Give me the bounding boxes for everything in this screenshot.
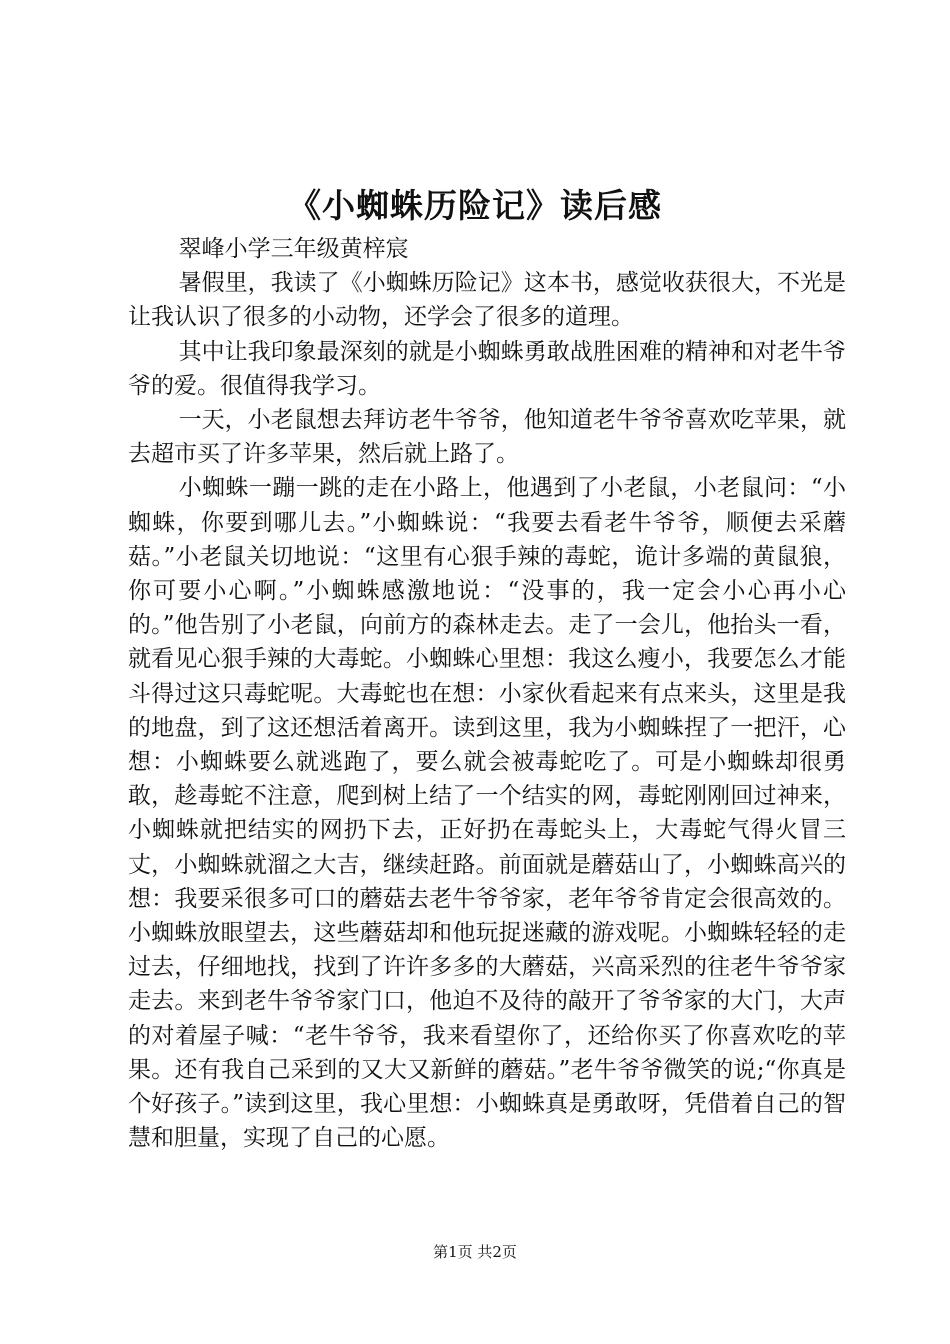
- author-line: 翠峰小学三年级黄梓宸: [178, 236, 409, 262]
- document-body: [128, 232, 846, 1155]
- paragraph-4: 小蜘蛛一蹦一跳的走在小路上，他遇到了小老鼠，小老鼠问：“小蜘蛛，你要到哪儿去。”小蜘蛛说：“我要去看老牛爷爷，顺便去采蘑菇。”小老鼠关切地说：“这里有心狠手辣的毒蛇，诡计多端的黄鼠狼，你可要小心啊。”小蜘蛛感激地说：“没事的，我一定会小心再小心的。”他告别了小老鼠，向前方的森林走去。走了一会儿，他抬头一看，就看见心狠手辣的大毒蛇。小蜘蛛心里想：我这么瘦小，我要怎么才能斗得过这只毒蛇呢。大毒蛇也在想：小家伙看起来有点来头，这里是我的地盘，到了这还想活着离开。读到这里，我为小蜘蛛捏了一把汗，心想：小蜘蛛要么就逃跑了，要么就会被毒蛇吃了。可是小蜘蛛却很勇敢，趁毒蛇不注意，爬到树上结了一个结实的网，毒蛇刚刚回过神来，小蜘蛛就把结实的网扔下去，正好扔在毒蛇头上，大毒蛇气得火冒三丈，小蜘蛛就溜之大吉，继续赶路。前面就是蘑菇山了，小蜘蛛高兴的想：我要采很多可口的蘑菇去老牛爷爷家，老年爷爷肯定会很高效的。小蜘蛛放眼望去，这些蘑菇却和他玩捉迷藏的游戏呢。小蜘蛛轻轻的走过去，仔细地找，找到了许许多多的大蘑菇，兴高采烈的往老牛爷爷家走去。来到老牛爷爷家门口，他迫不及待的敲开了爷爷家的大门，大声的对着屋子喊：“老牛爷爷，我来看望你了，还给你买了你喜欢吃的苹果。还有我自己采到的又大又新鲜的蘑菇。”老牛爷爷微笑的说;“你真是个好孩子。”读到这里，我心里想：小蜘蛛真是勇敢呀，凭借着自己的智慧和胆量，实现了自己的心愿。: [128, 475, 846, 1152]
- paragraph-2: 其中让我印象最深刻的就是小蜘蛛勇敢战胜困难的精神和对老牛爷爷的爱。很值得我学习。: [128, 338, 846, 399]
- paragraph-1: 暑假里，我读了《小蜘蛛历险记》这本书，感觉收获很大，不光是让我认识了很多的小动物，还学会了很多的道理。: [128, 270, 846, 331]
- paragraph-3: 一天，小老鼠想去拜访老牛爷爷，他知道老牛爷爷喜欢吃苹果，就去超市买了许多苹果，然后就上路了。: [128, 407, 846, 468]
- document-title: 《小蜘蛛历险记》读后感: [288, 186, 662, 225]
- page-number-footer: 第1页 共2页: [433, 1243, 517, 1261]
